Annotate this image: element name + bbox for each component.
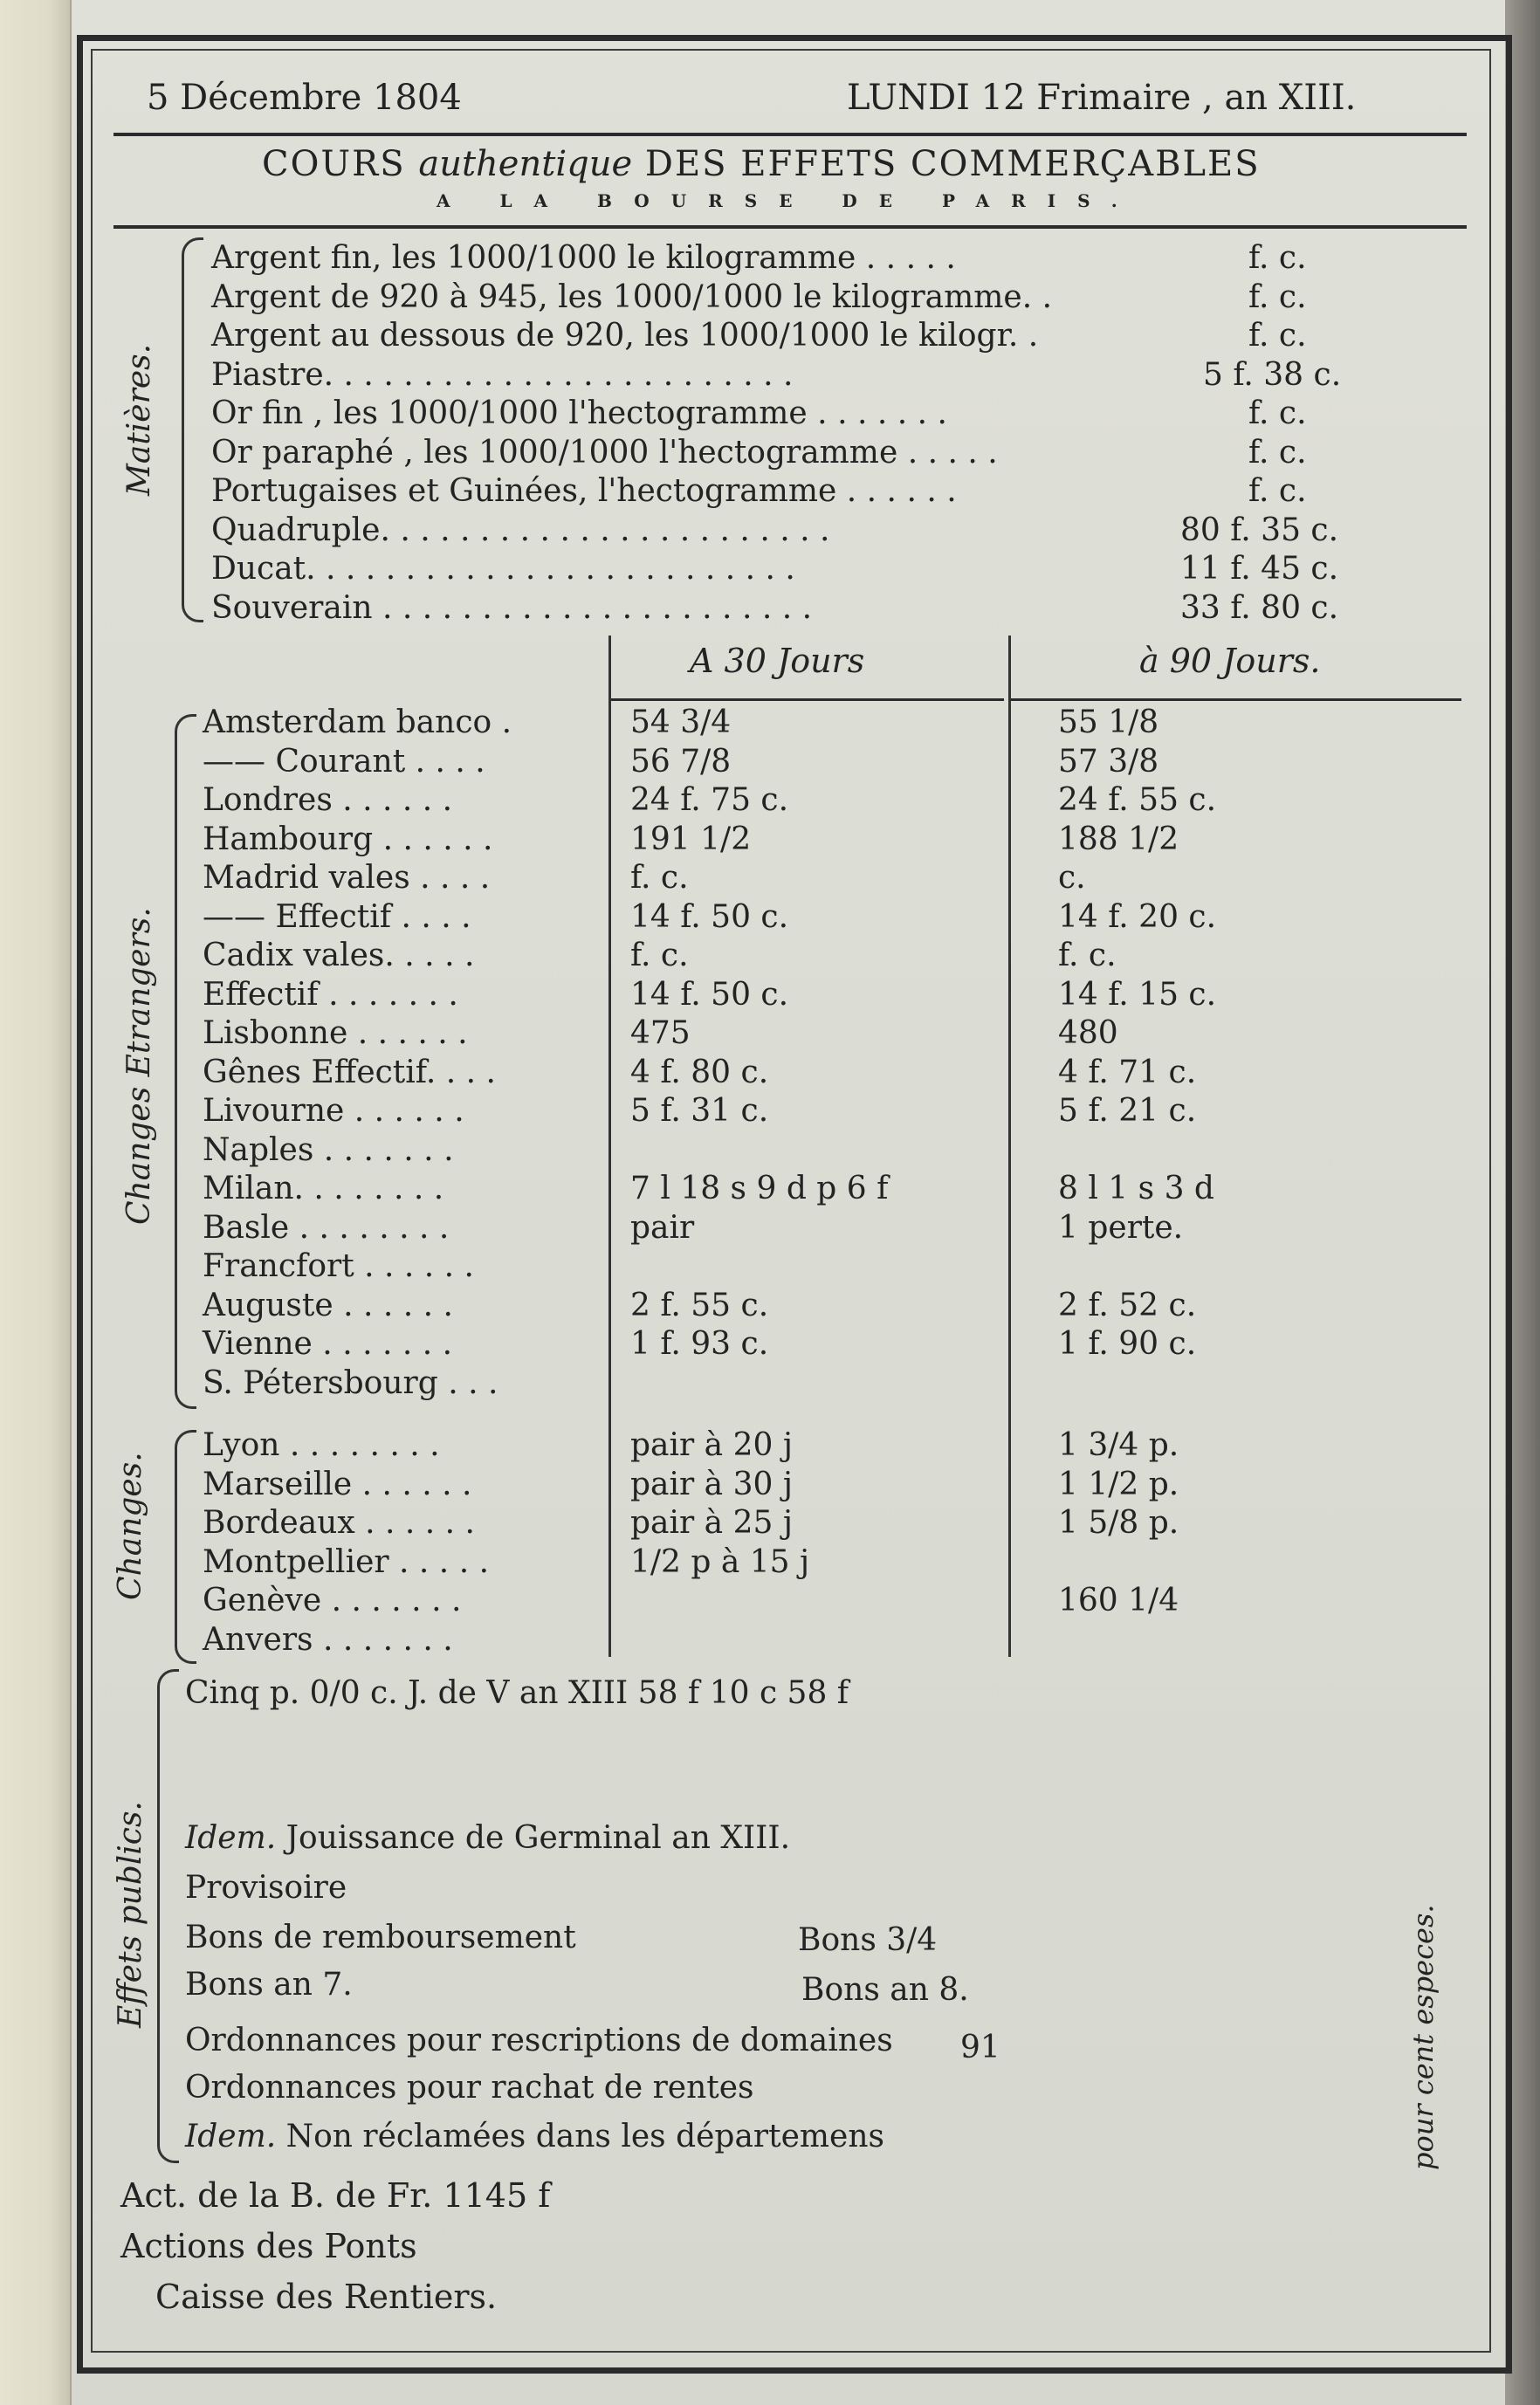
- changes-place-name: Milan. . . . . . . .: [203, 1171, 444, 1206]
- value-30-jours: pair à 25 j: [630, 1505, 793, 1541]
- title-cours: COURS: [262, 144, 406, 184]
- changes-place-name: —— Courant . . . .: [203, 743, 485, 780]
- subtitle: A LA BOURSE DE PARIS.: [437, 190, 1139, 211]
- column-header-rule-30: [611, 698, 1004, 701]
- value-30-jours: 1 f. 93 c.: [630, 1326, 769, 1362]
- changes-place-name: Livourne . . . . . .: [203, 1093, 464, 1129]
- matieres-label: Matières.: [121, 343, 157, 496]
- footer-line: Act. de la B. de Fr. 1145 f: [120, 2176, 551, 2215]
- effets-line: Cinq p. 0/0 c. J. de V an XIII 58 f 10 c 58 f: [185, 1675, 849, 1711]
- effets-label: Effets publics.: [113, 1801, 148, 2028]
- value-90-jours: 188 1/2: [1058, 821, 1179, 857]
- value-90-jours: 1 perte.: [1058, 1209, 1184, 1246]
- header-rule-top: [113, 133, 1467, 136]
- value-90-jours: f. c.: [1058, 938, 1117, 973]
- header-date: 5 Décembre 1804: [147, 78, 462, 118]
- changes-place-name: Francfort . . . . . .: [203, 1248, 474, 1284]
- matieres-item-name: Ducat. . . . . . . . . . . . . . . . . . . . . . . . .: [211, 551, 795, 587]
- matieres-item-name: Piastre. . . . . . . . . . . . . . . . . . . . . . . .: [211, 357, 794, 393]
- value-30-jours: 5 f. 31 c.: [630, 1093, 769, 1129]
- value-90-jours: 2 f. 52 c.: [1058, 1287, 1197, 1323]
- title: [262, 144, 1261, 184]
- value-90-jours: c.: [1058, 860, 1086, 896]
- value-30-jours: pair à 30 j: [630, 1466, 793, 1502]
- footer-line: Actions des Ponts: [120, 2227, 417, 2265]
- effets-idem: Idem.: [185, 1820, 277, 1856]
- value-90-jours: 4 f. 71 c.: [1058, 1054, 1197, 1090]
- changes-place-name: Gênes Effectif. . . .: [203, 1054, 496, 1090]
- matieres-item-name: Or fin , les 1000/1000 l'hectogramme . . . . . . .: [211, 395, 947, 431]
- matieres-item-name: Quadruple. . . . . . . . . . . . . . . . . . . . . . .: [211, 512, 830, 548]
- value-30-jours: 7 l 18 s 9 d p 6 f: [630, 1171, 889, 1206]
- matieres-item-value: f. c.: [1248, 318, 1307, 354]
- etrangers-label: Changes Etrangers.: [121, 907, 157, 1225]
- matieres-item-value: f. c.: [1248, 473, 1307, 509]
- value-30-jours: 4 f. 80 c.: [630, 1054, 769, 1090]
- changes-place-name: Londres . . . . . .: [203, 782, 453, 818]
- effets-line: [185, 2121, 884, 2153]
- effets-line: [185, 1820, 791, 1856]
- effets-line: Bons an 7.: [185, 1967, 353, 2003]
- value-90-jours: 160 1/4: [1058, 1583, 1179, 1618]
- left-page-edge: [0, 0, 72, 2405]
- effets-line-text: Non réclamées dans les départemens: [285, 2119, 885, 2154]
- value-30-jours: 14 f. 50 c.: [630, 976, 789, 1013]
- value-90-jours: 8 l 1 s 3 d: [1058, 1171, 1214, 1206]
- changes-place-name: Basle . . . . . . . .: [203, 1209, 450, 1246]
- effets-line: Provisoire: [185, 1870, 347, 1906]
- matieres-item-name: Argent fin, les 1000/1000 le kilogramme . . . . .: [211, 240, 956, 276]
- changes-place-name: Anvers . . . . . . .: [203, 1621, 453, 1658]
- matieres-brace: [182, 237, 203, 622]
- effets-line-text: Jouissance de Germinal an XIII.: [285, 1820, 791, 1856]
- changes-place-name: Lisbonne . . . . . .: [203, 1015, 468, 1051]
- value-30-jours: 14 f. 50 c.: [630, 898, 789, 935]
- changes-place-name: Vienne . . . . . . .: [203, 1326, 453, 1362]
- changes-place-name: Hambourg . . . . . .: [203, 821, 493, 857]
- table-rule-middle: [1008, 636, 1011, 1657]
- effets-line: Ordonnances pour rachat de rentes: [185, 2070, 754, 2106]
- effets-line-right: 91: [960, 2030, 1000, 2065]
- value-30-jours: 1/2 p à 15 j: [630, 1543, 810, 1580]
- matieres-item-name: Portugaises et Guinées, l'hectogramme . . . . . .: [211, 473, 957, 509]
- changes-place-name: Genève . . . . . . .: [203, 1583, 462, 1618]
- value-90-jours: 24 f. 55 c.: [1058, 782, 1217, 818]
- effets-line-right: Bons 3/4: [798, 1922, 938, 1958]
- value-30-jours: 475: [630, 1015, 691, 1051]
- changes-place-name: Bordeaux . . . . . .: [203, 1505, 475, 1541]
- changes-place-name: S. Pétersbourg . . .: [203, 1364, 498, 1401]
- header-day: LUNDI 12 Frimaire , an XIII.: [847, 78, 1357, 118]
- changes-place-name: Marseille . . . . . .: [203, 1466, 472, 1502]
- value-30-jours: 54 3/4: [630, 704, 732, 740]
- column-header-90-jours: à 90 Jours.: [1139, 642, 1321, 680]
- matieres-item-value: f. c.: [1248, 240, 1307, 276]
- changes-place-name: —— Effectif . . . .: [203, 898, 471, 935]
- value-90-jours: 5 f. 21 c.: [1058, 1093, 1197, 1129]
- title-effets: DES EFFETS COMMERÇABLES: [644, 144, 1261, 184]
- effets-line-right: Bons an 8.: [801, 1972, 969, 2008]
- value-30-jours: 2 f. 55 c.: [630, 1287, 769, 1323]
- value-30-jours: 191 1/2: [630, 821, 752, 857]
- column-header-rule-90: [1011, 698, 1461, 701]
- value-30-jours: f. c.: [630, 938, 689, 973]
- matieres-item-value: f. c.: [1248, 395, 1307, 431]
- value-90-jours: 1 1/2 p.: [1058, 1466, 1179, 1502]
- value-30-jours: pair à 20 j: [630, 1427, 793, 1463]
- footer-line: Caisse des Rentiers.: [155, 2278, 498, 2316]
- value-90-jours: 480: [1058, 1015, 1118, 1051]
- value-90-jours: 1 3/4 p.: [1058, 1427, 1179, 1463]
- changes-place-name: Auguste . . . . . .: [203, 1287, 453, 1323]
- matieres-item-value: 80 f. 35 c.: [1180, 512, 1339, 548]
- changes-place-name: Cadix vales. . . . .: [203, 938, 475, 973]
- value-90-jours: 57 3/8: [1058, 743, 1159, 780]
- changes-place-name: Effectif . . . . . . .: [203, 976, 458, 1013]
- matieres-item-name: Argent de 920 à 945, les 1000/1000 le kilogramme. .: [211, 279, 1053, 315]
- value-30-jours: 24 f. 75 c.: [630, 782, 789, 818]
- value-90-jours: 1 f. 90 c.: [1058, 1326, 1197, 1362]
- header-rule-bottom: [113, 225, 1467, 229]
- matieres-item-value: 5 f. 38 c.: [1203, 357, 1342, 393]
- changes-place-name: Madrid vales . . . .: [203, 860, 491, 896]
- matieres-item-name: Or paraphé , les 1000/1000 l'hectogramme . . . . .: [211, 435, 998, 471]
- etrangers-brace: [175, 714, 196, 1409]
- matieres-item-value: 11 f. 45 c.: [1180, 551, 1339, 587]
- value-30-jours: f. c.: [630, 860, 689, 896]
- column-header-30-jours: A 30 Jours: [690, 642, 865, 680]
- matieres-item-name: Argent au dessous de 920, les 1000/1000 le kilogr. .: [211, 318, 1039, 354]
- value-90-jours: 14 f. 20 c.: [1058, 898, 1217, 935]
- changes-brace: [175, 1430, 196, 1664]
- value-30-jours: pair: [630, 1209, 695, 1246]
- matieres-item-value: 33 f. 80 c.: [1180, 590, 1339, 626]
- matieres-item-value: f. c.: [1248, 279, 1307, 315]
- effets-brace: [157, 1669, 179, 2163]
- changes-label: Changes.: [113, 1452, 148, 1600]
- value-90-jours: 14 f. 15 c.: [1058, 976, 1217, 1013]
- effets-line: Ordonnances pour rescriptions de domaines: [185, 2023, 893, 2058]
- title-authentique: authentique: [418, 144, 633, 184]
- table-rule-left: [608, 636, 611, 1657]
- changes-place-name: Amsterdam banco .: [203, 704, 512, 740]
- effets-line: Bons de remboursement: [185, 1920, 576, 1955]
- value-30-jours: 56 7/8: [630, 743, 732, 780]
- matieres-item-name: Souverain . . . . . . . . . . . . . . . . . . . . . .: [211, 590, 813, 626]
- value-90-jours: 55 1/8: [1058, 704, 1159, 740]
- matieres-item-value: f. c.: [1248, 435, 1307, 471]
- changes-place-name: Naples . . . . . . .: [203, 1131, 454, 1168]
- value-90-jours: 1 5/8 p.: [1058, 1505, 1179, 1541]
- changes-place-name: Lyon . . . . . . . .: [203, 1427, 440, 1463]
- effets-idem: Idem.: [185, 2119, 277, 2154]
- effets-side-label: pour cent especes.: [1406, 1904, 1440, 2170]
- changes-place-name: Montpellier . . . . .: [203, 1543, 490, 1580]
